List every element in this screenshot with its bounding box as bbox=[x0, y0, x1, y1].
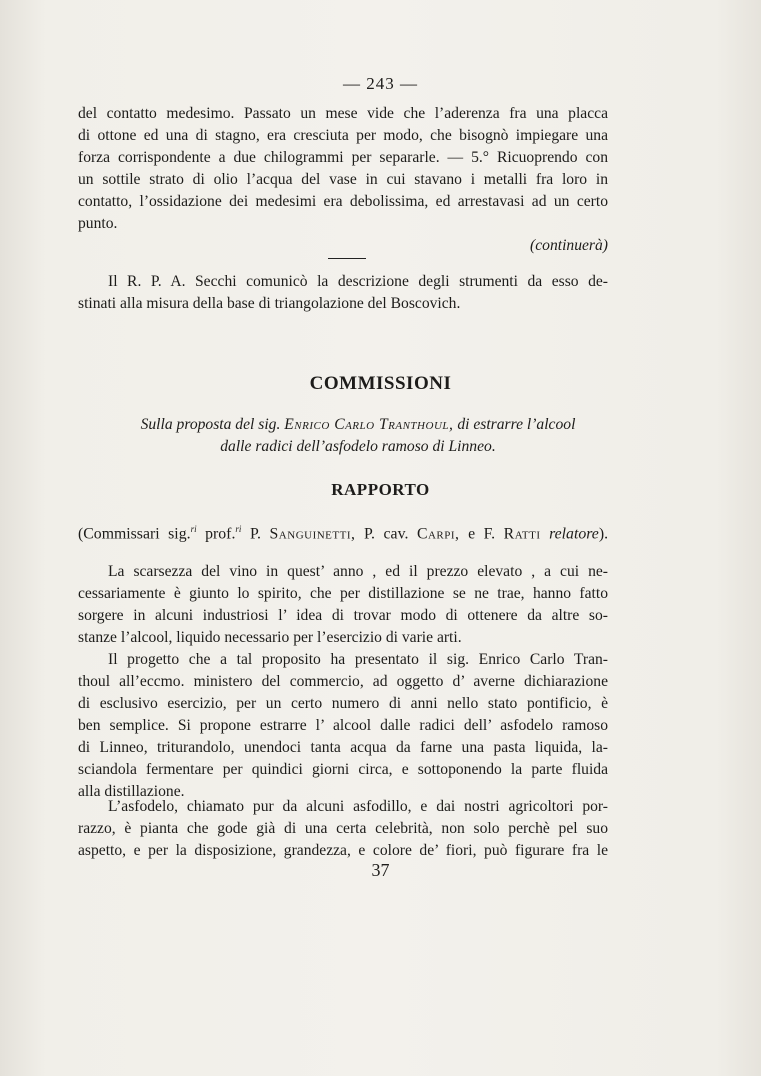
commissari-text: ). bbox=[598, 525, 609, 543]
page-number: — 243 — bbox=[343, 74, 418, 93]
commissari-role: relatore bbox=[540, 525, 599, 543]
proposer-name: Enrico Carlo Tranthoul, bbox=[284, 416, 454, 433]
text-line: stinati alla misura della base di triangolazione del Boscovich. bbox=[78, 295, 461, 312]
text-line: thoul all’eccmo. ministero del commercio, ad oggetto d’ averne dichiarazione bbox=[78, 673, 608, 690]
commissari-text: P. bbox=[241, 525, 270, 543]
proposal-line: dalle radici dell’asfodelo ramoso di Linneo. bbox=[220, 438, 496, 455]
commissari-text: P. cav. bbox=[355, 525, 417, 543]
signature-mark: 37 bbox=[371, 860, 390, 880]
text-line: di ottone ed una di stagno, era cresciuta per modo, che bisognò impiegare una bbox=[78, 127, 608, 144]
commissioner-name: Sanguinetti, bbox=[269, 525, 356, 543]
continua-note: (continuerà) bbox=[530, 237, 608, 254]
superscript: ri bbox=[235, 524, 242, 534]
text-line: di esclusivo esercizio, per un certo numero di anni nello stato pontificio, è bbox=[78, 695, 608, 712]
commissioner-name: Ratti bbox=[503, 525, 541, 543]
commissari-text: (Commissari sig. bbox=[78, 525, 191, 543]
text-line: del contatto medesimo. Passato un mese vide che l’aderenza fra una placca bbox=[78, 105, 608, 122]
proposal-line bbox=[108, 414, 608, 436]
text-line: Il R. P. A. Secchi comunicò la descrizione degli strumenti da esso de- bbox=[108, 273, 608, 290]
text-line: stanze l’alcool, liquido necessario per l’esercizio di varie arti. bbox=[78, 629, 462, 646]
text-line: alla distillazione. bbox=[78, 783, 185, 800]
section-title: COMMISSIONI bbox=[309, 373, 452, 394]
text-line: un sottile strato di olio l’acqua del vase in cui stavano i metalli fra loro in bbox=[78, 171, 608, 188]
superscript: ri bbox=[190, 524, 197, 534]
text-line: forza corrispondente a due chilogrammi per separarle. — 5.° Ricuoprendo con bbox=[78, 149, 608, 166]
text-line: La scarsezza del vino in quest’ anno , ed il prezzo elevato , a cui ne- bbox=[108, 563, 608, 580]
text-line: sorgere in alcuni industriosi l’ idea di trovar modo di ottenere da altre so- bbox=[78, 607, 608, 624]
text-line: contatto, l’ossidazione dei medesimi era debolissima, ed arrestavasi ad un certo bbox=[78, 193, 608, 210]
text-line: di Linneo, triturandolo, unendoci tanta acqua da farne una pasta liquida, la- bbox=[78, 739, 608, 756]
text-line: L’asfodelo, chiamato pur da alcuni asfodillo, e dai nostri agricoltori por- bbox=[108, 798, 608, 815]
subsection-title: RAPPORTO bbox=[331, 480, 430, 499]
commissioners-line bbox=[78, 518, 608, 545]
commissari-text: prof. bbox=[196, 525, 236, 543]
text-line: cessariamente è giunto lo spirito, che per distillazione se ne trae, hanno fatto bbox=[78, 585, 608, 602]
text-line: punto. bbox=[78, 215, 118, 232]
text-line: ben semplice. Si propone estrarre l’ alcool dalle radici dell’ asfodelo ramoso bbox=[78, 717, 608, 734]
text-line: sciandola fermentare per quindici giorni circa, e sottoponendo la parte fluida bbox=[78, 761, 608, 778]
commissioner-name: Carpi, bbox=[416, 525, 460, 543]
text-line: Il progetto che a tal proposito ha presentato il sig. Enrico Carlo Tran- bbox=[108, 651, 608, 668]
text-line: aspetto, e per la disposizione, grandezza, e colore de’ fiori, può figurare fra le bbox=[78, 842, 608, 859]
commissari-text: e F. bbox=[459, 525, 504, 543]
proposal-text: Sulla proposta del sig. bbox=[140, 416, 281, 433]
section-divider bbox=[328, 258, 366, 259]
text-line: razzo, è pianta che gode già di una certa celebrità, non solo perchè pel suo bbox=[78, 820, 608, 837]
proposal-text: di estrarre l’alcool bbox=[457, 416, 576, 433]
